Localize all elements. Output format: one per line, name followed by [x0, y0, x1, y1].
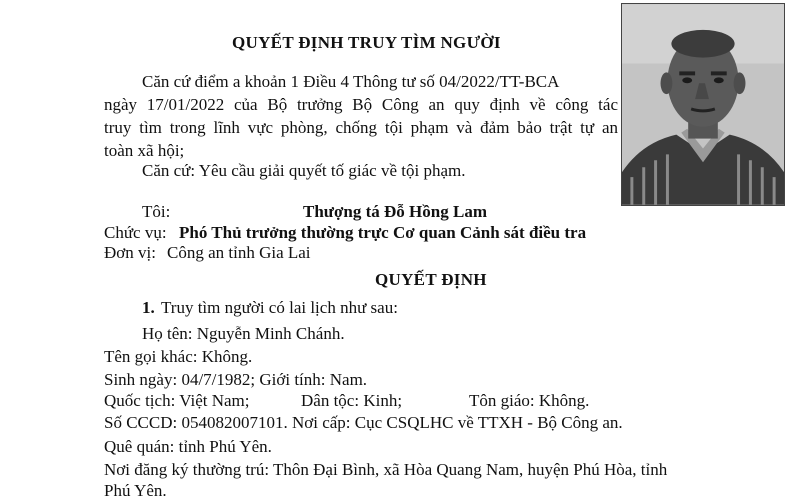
basis-line-5: Căn cứ: Yêu cầu giải quyết tố giác về tội phạm. — [142, 161, 466, 180]
person-ethnicity: Dân tộc: Kinh; — [301, 391, 403, 410]
portrait-image — [622, 4, 784, 205]
person-residence-2: Phú Yên. — [104, 481, 167, 500]
signer-intro: Tôi: — [142, 202, 171, 221]
decision-heading: QUYẾT ĐỊNH — [375, 270, 487, 289]
portrait-photo — [621, 3, 785, 206]
basis-line-2: ngày 17/01/2022 của Bộ trưởng Bộ Công an quy định về công tác — [104, 95, 618, 114]
person-id: Số CCCD: 054082007101. Nơi cấp: Cục CSQLHC về TTXH - Bộ Công an. — [104, 413, 623, 432]
person-birth: Sinh ngày: 04/7/1982; Giới tính: Nam. — [104, 370, 368, 389]
person-hometown: Quê quán: tỉnh Phú Yên. — [104, 437, 272, 456]
person-nationality: Quốc tịch: Việt Nam; — [104, 391, 250, 410]
position-label: Chức vụ: — [104, 223, 167, 242]
position-value: Phó Thủ trưởng thường trực Cơ quan Cảnh sát điều tra — [179, 223, 587, 242]
section-text: Truy tìm người có lai lịch như sau: — [161, 298, 398, 317]
basis-line-4: toàn xã hội; — [104, 141, 185, 160]
basis-line-3: truy tìm trong lĩnh vực phòng, chống tội phạm và đảm bảo trật tự an — [104, 118, 618, 137]
section-number: 1. — [142, 298, 155, 317]
document-title: QUYẾT ĐỊNH TRUY TÌM NGƯỜI — [232, 33, 501, 52]
person-alias: Tên gọi khác: Không. — [104, 347, 253, 366]
person-religion: Tôn giáo: Không. — [469, 391, 590, 410]
person-residence-1: Nơi đăng ký thường trú: Thôn Đại Bình, xã Hòa Quang Nam, huyện Phú Hòa, tỉnh — [104, 460, 668, 479]
basis-line-1: Căn cứ điểm a khoản 1 Điều 4 Thông tư số 04/2022/TT-BCA — [142, 72, 560, 91]
person-name: Họ tên: Nguyễn Minh Chánh. — [142, 324, 345, 343]
unit-value: Công an tỉnh Gia Lai — [167, 243, 311, 262]
signer-name: Thượng tá Đỗ Hồng Lam — [303, 202, 487, 221]
unit-label: Đơn vị: — [104, 243, 156, 262]
